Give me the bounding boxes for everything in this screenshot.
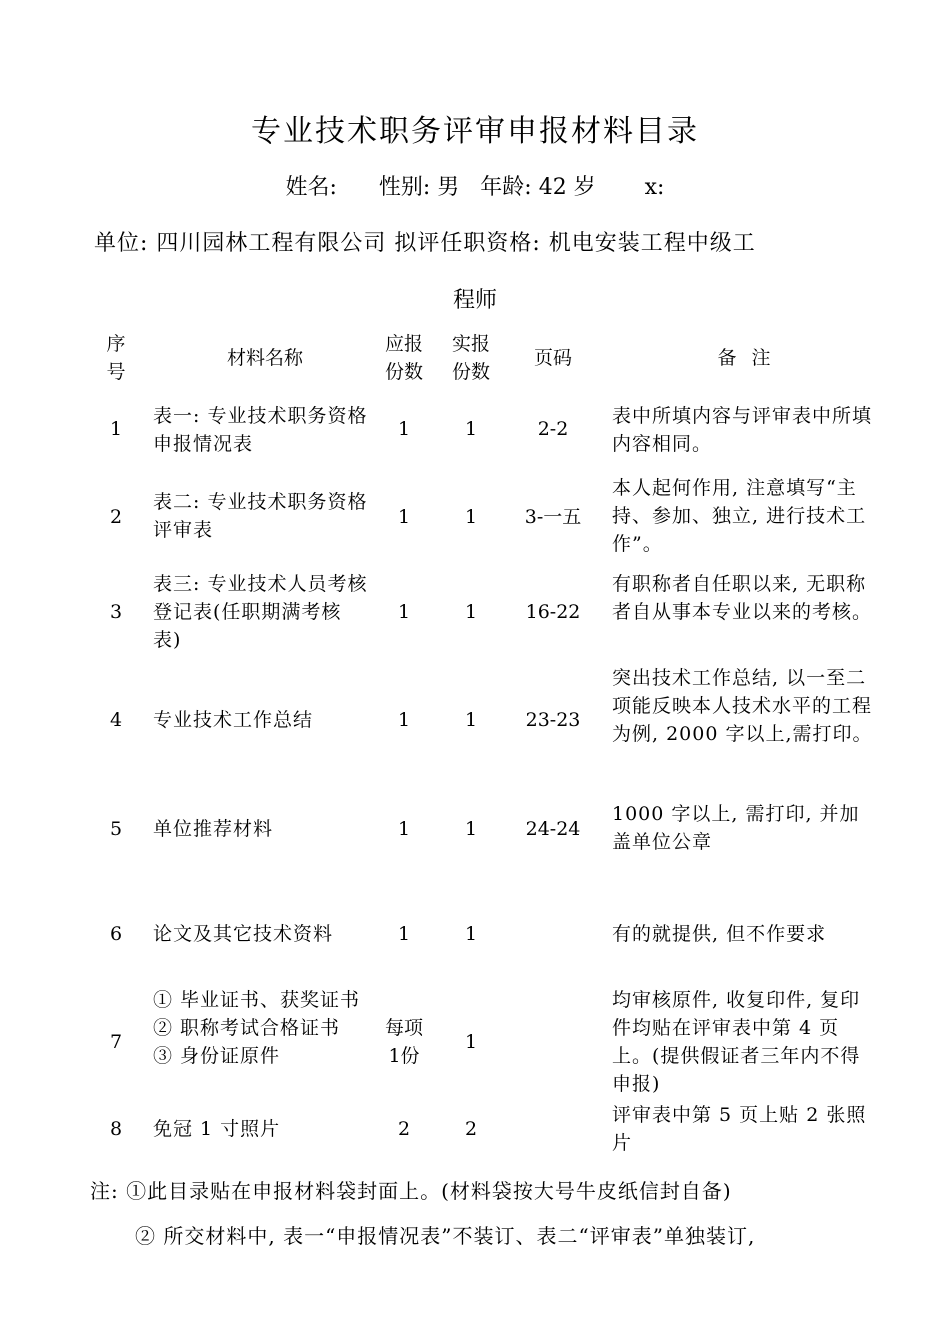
row-5-name: 单位推荐材料 bbox=[153, 818, 274, 840]
unit-and-qualification: 单位: 四川园林工程有限公司 拟评任职资格: 机电安装工程中级工 bbox=[94, 231, 756, 256]
row-5-no: 5 bbox=[109, 818, 123, 840]
header-no: 序号 bbox=[106, 333, 126, 383]
header-pages: 页码 bbox=[533, 347, 572, 369]
row-7-name: ① 毕业证书、获奖证书 ② 职称考试合格证书 ③ 身份证原件 bbox=[153, 989, 361, 1067]
qualification-continuation: 程师 bbox=[452, 288, 497, 313]
page-title: 专业技术职务评审申报材料目录 bbox=[251, 114, 699, 149]
row-1-name: 表一: 专业技术职务资格申报情况表 bbox=[153, 405, 368, 455]
row-7-remark: 均审核原件, 收复印件, 复印件均贴在评审表中第 4 页上。(提供假证者三年内不得申报) bbox=[612, 989, 861, 1095]
row-7-actual: 1 bbox=[464, 1031, 478, 1053]
row-6-remark: 有的就提供, 但不作要求 bbox=[612, 923, 827, 945]
row-1-pages: 2-2 bbox=[537, 418, 569, 440]
row-2-name: 表二: 专业技术职务资格评审表 bbox=[153, 491, 368, 541]
header-remarks: 备 注 bbox=[717, 347, 772, 369]
row-4-pages: 23-23 bbox=[525, 709, 581, 731]
row-2-actual: 1 bbox=[464, 506, 478, 528]
row-3-remark: 有职称者自任职以来, 无职称者自从事本专业以来的考核。 bbox=[612, 573, 873, 623]
footnote-2: ② 所交材料中, 表一“申报情况表”不装订、表二“评审表”单独装订, bbox=[135, 1224, 756, 1248]
row-3-actual: 1 bbox=[464, 601, 478, 623]
row-8-required: 2 bbox=[397, 1118, 411, 1140]
row-5-actual: 1 bbox=[464, 818, 478, 840]
header-required-copies: 应报份数 bbox=[384, 333, 423, 383]
header-material-name: 材料名称 bbox=[226, 347, 303, 369]
row-3-name: 表三: 专业技术人员考核登记表(任职期满考核表) bbox=[153, 573, 368, 651]
row-8-actual: 2 bbox=[464, 1118, 478, 1140]
row-7-required: 每项1份 bbox=[384, 1017, 423, 1067]
row-6-no: 6 bbox=[109, 923, 123, 945]
header-actual-copies: 实报份数 bbox=[451, 333, 490, 383]
row-6-required: 1 bbox=[397, 923, 411, 945]
row-4-actual: 1 bbox=[464, 709, 478, 731]
row-8-remark: 评审表中第 5 页上贴 2 张照片 bbox=[612, 1104, 867, 1154]
row-4-no: 4 bbox=[109, 709, 123, 731]
row-4-remark: 突出技术工作总结, 以一至二项能反映本人技术水平的工程为例, 2000 字以上,需打印。 bbox=[612, 667, 873, 745]
row-5-remark: 1000 字以上, 需打印, 并加盖单位公章 bbox=[612, 803, 860, 853]
applicant-info: 姓名: 性别: 男 年龄: 42 岁 x: bbox=[285, 175, 665, 200]
row-6-name: 论文及其它技术资料 bbox=[153, 923, 334, 945]
row-1-actual: 1 bbox=[464, 418, 478, 440]
row-3-no: 3 bbox=[109, 601, 123, 623]
row-3-pages: 16-22 bbox=[525, 601, 581, 623]
row-8-no: 8 bbox=[109, 1118, 123, 1140]
row-5-pages: 24-24 bbox=[525, 818, 581, 840]
row-2-required: 1 bbox=[397, 506, 411, 528]
row-4-required: 1 bbox=[397, 709, 411, 731]
row-5-required: 1 bbox=[397, 818, 411, 840]
row-3-required: 1 bbox=[397, 601, 411, 623]
row-2-remark: 本人起何作用, 注意填写“主持、参加、独立, 进行技术工作”。 bbox=[612, 477, 867, 555]
row-7-no: 7 bbox=[109, 1031, 123, 1053]
row-1-required: 1 bbox=[397, 418, 411, 440]
row-1-remark: 表中所填内容与评审表中所填内容相同。 bbox=[612, 405, 873, 455]
row-8-name: 免冠 1 寸照片 bbox=[153, 1118, 281, 1140]
footnote-1: 注: ①此目录贴在申报材料袋封面上。(材料袋按大号牛皮纸信封自备) bbox=[90, 1179, 732, 1203]
row-2-no: 2 bbox=[109, 506, 123, 528]
row-4-name: 专业技术工作总结 bbox=[153, 709, 314, 731]
row-1-no: 1 bbox=[109, 418, 123, 440]
row-6-actual: 1 bbox=[464, 923, 478, 945]
row-2-pages: 3-一五 bbox=[524, 506, 582, 528]
